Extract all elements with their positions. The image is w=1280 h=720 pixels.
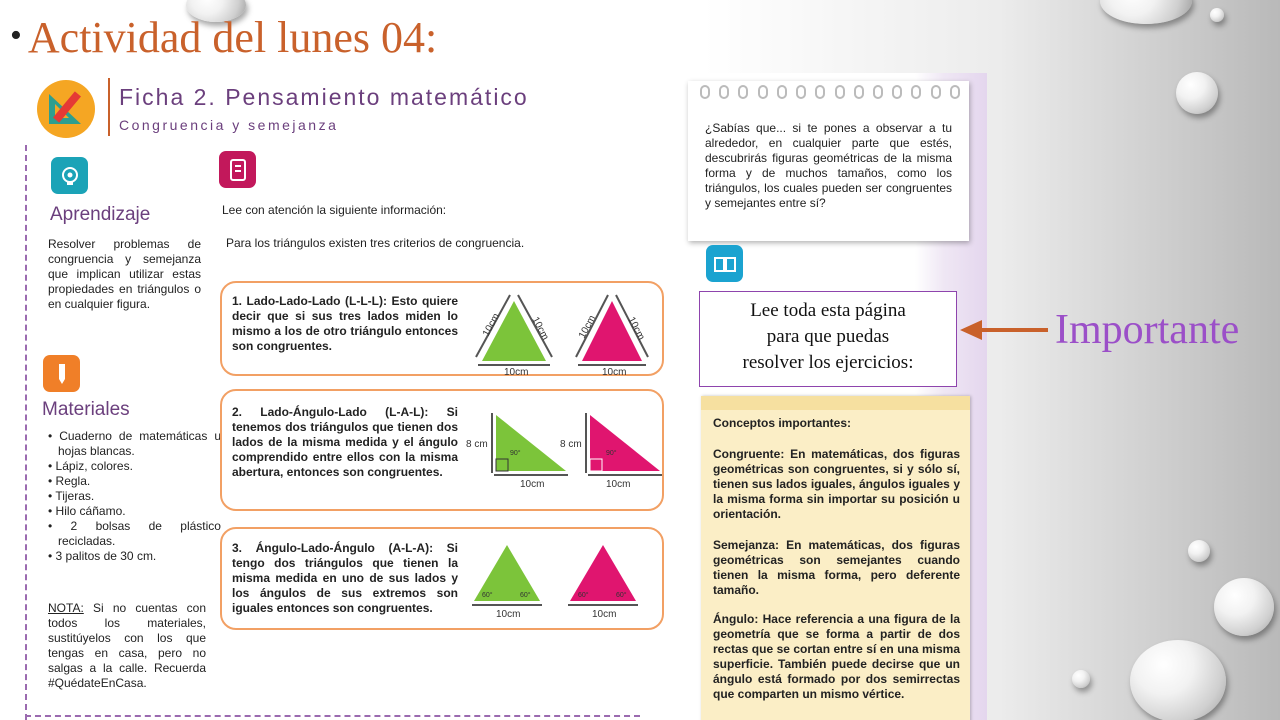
water-drop-decoration [1188, 540, 1210, 562]
page-title: Ficha 2. Pensamiento matemático [119, 84, 529, 110]
left-arrow-icon [958, 316, 1050, 344]
svg-text:10cm: 10cm [480, 311, 503, 339]
list-item: • Hilo cáñamo. [48, 504, 126, 518]
brain-icon [51, 157, 88, 194]
header-divider [108, 78, 110, 136]
water-drop-decoration [1100, 0, 1192, 24]
svg-text:10cm: 10cm [606, 479, 631, 490]
list-item: • Cuaderno de matemáticas u hojas blancas. [48, 429, 221, 458]
svg-text:8 cm: 8 cm [560, 439, 582, 450]
water-drop-decoration [1210, 8, 1224, 22]
svg-text:10cm: 10cm [592, 609, 617, 620]
list-item: • 2 bolsas de plástico recicladas. [48, 519, 221, 548]
svg-text:90°: 90° [510, 450, 521, 457]
nota-label: NOTA: [48, 601, 84, 615]
materiales-heading: Materiales [42, 399, 130, 420]
svg-text:60°: 60° [578, 592, 589, 599]
page-subtitle: Congruencia y semejanza [119, 117, 339, 133]
svg-text:10cm: 10cm [602, 367, 627, 377]
importante-label: Importante [1055, 307, 1240, 353]
callout-line-2: para que puedas [766, 326, 890, 347]
materiales-list [48, 429, 221, 564]
list-item: • 3 palitos de 30 cm. [48, 549, 157, 563]
criterio-lal-card [220, 389, 664, 511]
conceptos-heading: Conceptos importantes: [713, 416, 852, 430]
svg-text:60°: 60° [482, 592, 493, 599]
ala-triangles-figure [466, 537, 666, 623]
lll-triangles-figure [468, 287, 666, 377]
water-drop-decoration [1130, 640, 1226, 720]
svg-text:10cm: 10cm [520, 479, 545, 490]
water-drop-decoration [1214, 578, 1274, 636]
sabias-note [688, 81, 969, 241]
concepto-congruente: Congruente: En matemáticas, dos figuras geométricas son congruentes, si y sólo sí, tienen sus lados iguales, ángulos iguales y la misma forma sin importar su posición u orientación. [713, 447, 960, 521]
notebook-icon [219, 151, 256, 188]
svg-text:60°: 60° [520, 592, 531, 599]
callout-line-1: Lee toda esta página [750, 300, 906, 321]
svg-text:10cm: 10cm [625, 315, 647, 342]
bottom-dashed-border [25, 715, 640, 717]
list-item: • Regla. [48, 474, 91, 488]
aprendizaje-text: Resolver problemas de congruencia y semejanza que implican utilizar estas propiedades en triángulos o en cualquier figura. [48, 237, 201, 311]
callout-line-3: resolver los ejercicios: [742, 352, 914, 373]
svg-text:10cm: 10cm [496, 609, 521, 620]
list-item: • Lápiz, colores. [48, 459, 133, 473]
conceptos-panel [701, 396, 970, 720]
book-icon [706, 245, 743, 282]
left-dashed-border [25, 145, 27, 720]
slide-title: • Actividad del lunes 04: [10, 13, 438, 62]
lectura-intro: Para los triángulos existen tres criterios de congruencia. [226, 236, 525, 250]
sabias-text: ¿Sabías que... si te pones a observar a tu alrededor, en cualquier parte que estés, descubrirás figuras geométricas de la misma forma y de muchos tamaños, como los triángulos, los cuales pueden ser congruentes y semejantes entre sí? [705, 121, 952, 210]
aprendizaje-heading: Aprendizaje [50, 204, 151, 225]
criterio-ala-text: 3. Ángulo-Lado-Ángulo (A-L-A): Si tengo dos triángulos que tienen la misma medida en uno de sus lados y los ángulos de sus extremos son iguales entonces son congruentes. [232, 541, 458, 615]
list-item: • Tijeras. [48, 489, 95, 503]
ruler-logo-icon [37, 80, 95, 138]
spiral-binding [700, 85, 960, 103]
lectura-instruction: Lee con atención la siguiente información: [222, 203, 447, 217]
svg-text:60°: 60° [616, 592, 627, 599]
criterio-lll-text: 1. Lado-Lado-Lado (L-L-L): Esto quiere decir que si sus tres lados miden lo mismo a los de otro triángulo entonces son congruentes. [232, 294, 458, 353]
pencil-icon [43, 355, 80, 392]
nota-text: NOTA: Si no cuentas con todos los materiales, sustitúyelos con los que tengas en casa, pero no salgas a la calle. Recuerda #QuédateEnCasa. [48, 601, 206, 690]
worksheet-image [20, 73, 987, 720]
svg-text:10cm: 10cm [529, 315, 551, 342]
svg-text:90°: 90° [606, 450, 617, 457]
water-drop-decoration [1072, 670, 1090, 688]
criterio-lal-text: 2. Lado-Ángulo-Lado (L-A-L): Si tenemos dos triángulos que tienen dos lados de la misma medida y el ángulo comprendido entre ellos con la misma abertura, entonces son congruentes. [232, 405, 458, 479]
svg-text:10cm: 10cm [504, 367, 529, 377]
conceptos-top-strip [701, 396, 970, 410]
water-drop-decoration [1176, 72, 1218, 114]
criterio-ala-card [220, 527, 664, 630]
svg-text:10cm: 10cm [576, 313, 599, 341]
lal-triangles-figure [466, 405, 666, 495]
concepto-semejanza: Semejanza: En matemáticas, dos figuras geométricas son semejantes cuando tienen la misma forma, pero deferente tamaño. [713, 538, 960, 597]
criterio-lll-card [220, 281, 664, 376]
concepto-angulo: Ángulo: Hace referencia a una figura de la geometría que se forma a partir de dos rectas que se cortan entre sí en una misma superficie. También puede decirse que un ángulo está formado por dos semirrectas que comparten un mismo vértice. [713, 612, 960, 701]
svg-text:8 cm: 8 cm [466, 439, 488, 450]
instruction-callout [699, 291, 957, 387]
